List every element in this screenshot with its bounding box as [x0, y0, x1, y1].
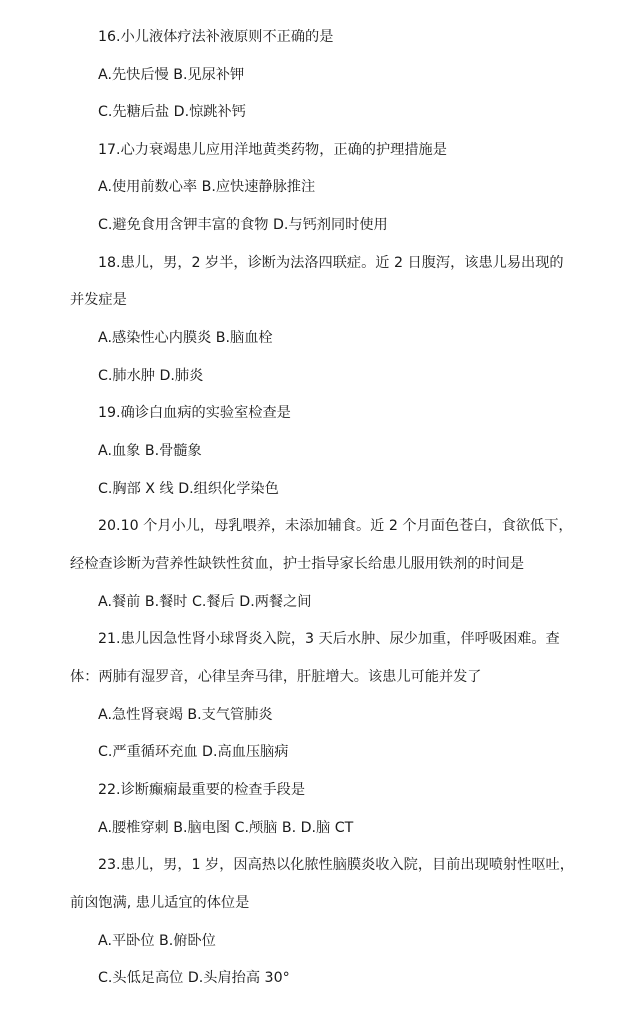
question-17-options-cd: C.避免食用含钾丰富的食物 D.与钙剂同时使用: [98, 217, 388, 233]
question-18-stem-continued: 并发症是: [70, 292, 127, 308]
question-21-stem-continued: 体：两肺有湿罗音，心律呈奔马律，肝脏增大。该患儿可能并发了: [70, 669, 482, 685]
question-17-stem: 17.心力衰竭患儿应用洋地黄类药物，正确的护理措施是: [98, 142, 447, 158]
question-22-stem: 22.诊断癫痫最重要的检查手段是: [98, 782, 306, 798]
question-18-options-ab: A.感染性心内膜炎 B.脑血栓: [98, 330, 273, 346]
question-23-options-cd: C.头低足高位 D.头肩抬高 30°: [98, 970, 290, 986]
question-16-options-ab: A.先快后慢 B.见尿补钾: [98, 67, 245, 83]
question-23-stem: 23.患儿，男，1 岁，因高热以化脓性脑膜炎收入院，目前出现喷射性呕吐，: [98, 857, 574, 873]
question-18-options-cd: C.肺水肿 D.肺炎: [98, 368, 204, 384]
question-20-options: A.餐前 B.餐时 C.餐后 D.两餐之间: [98, 594, 312, 610]
question-19-options-cd: C.胸部 X 线 D.组织化学染色: [98, 481, 279, 497]
question-18-stem: 18.患儿，男，2 岁半，诊断为法洛四联症。近 2 日腹泻，该患儿易出现的: [98, 255, 564, 271]
question-20-stem-continued: 经检查诊断为营养性缺铁性贫血，护士指导家长给患儿服用铁剂的时间是: [70, 556, 525, 572]
question-23-stem-continued: 前囟饱满, 患儿适宜的体位是: [70, 895, 250, 911]
question-21-options-cd: C.严重循环充血 D.高血压脑病: [98, 744, 289, 760]
question-21-options-ab: A.急性肾衰竭 B.支气管肺炎: [98, 707, 273, 723]
question-16-stem: 16.小儿液体疗法补液原则不正确的是: [98, 29, 334, 45]
question-21-stem: 21.患儿因急性肾小球肾炎入院，3 天后水肿、尿少加重，伴呼吸困难。查: [98, 631, 560, 647]
question-16-options-cd: C.先糖后盐 D.惊跳补钙: [98, 104, 246, 120]
question-23-options-ab: A.平卧位 B.俯卧位: [98, 933, 216, 949]
question-19-stem: 19.确诊白血病的实验室检查是: [98, 405, 291, 421]
question-19-options-ab: A.血象 B.骨髓象: [98, 443, 202, 459]
question-22-options: A.腰椎穿刺 B.脑电图 C.颅脑 B. D.脑 CT: [98, 820, 354, 836]
question-20-stem: 20.10 个月小儿，母乳喂养，未添加辅食。近 2 个月面色苍白，食欲低下，: [98, 518, 573, 534]
question-17-options-ab: A.使用前数心率 B.应快速静脉推注: [98, 179, 316, 195]
